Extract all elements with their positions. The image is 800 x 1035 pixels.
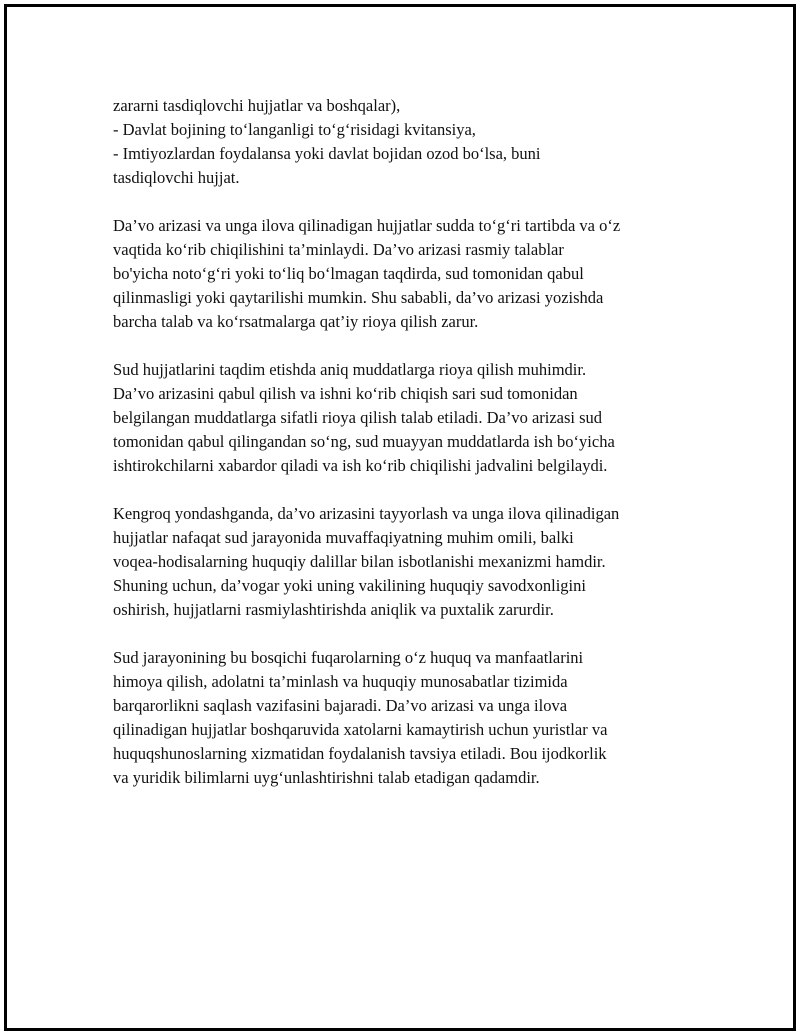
- text-line: Kengroq yondashganda, da’vo arizasini tayyorlash va unga ilova qilinadigan: [113, 504, 620, 523]
- document-body: [113, 94, 713, 814]
- text-line: oshirish, hujjatlarni rasmiylashtirishda aniqlik va puxtalik zarurdir.: [113, 600, 554, 619]
- text-line: voqea-hodisalarning huquqiy dalillar bilan isbotlanishi mexanizmi hamdir.: [113, 552, 606, 571]
- text-line: qilinmasligi yoki qaytarilishi mumkin. Shu sababli, da’vo arizasi yozishda: [113, 288, 604, 307]
- text-line: ishtirokchilarni xabardor qiladi va ish ko‘rib chiqilishi jadvalini belgilaydi.: [113, 456, 608, 475]
- text-line: qilinadigan hujjatlar boshqaruvida xatolarni kamaytirish uchun yuristlar va: [113, 720, 608, 739]
- text-line: Da’vo arizasi va unga ilova qilinadigan hujjatlar sudda to‘g‘ri tartibda va o‘z: [113, 216, 621, 235]
- paragraph-1: [113, 94, 713, 190]
- text-line: tasdiqlovchi hujjat.: [113, 168, 240, 187]
- text-line: tomonidan qabul qilingandan so‘ng, sud muayyan muddatlarda ish bo‘yicha: [113, 432, 615, 451]
- text-line: barcha talab va ko‘rsatmalarga qat’iy rioya qilish zarur.: [113, 312, 479, 331]
- text-line: - Davlat bojining to‘langanligi to‘g‘risidagi kvitansiya,: [113, 120, 476, 139]
- text-line: zararni tasdiqlovchi hujjatlar va boshqalar),: [113, 96, 401, 115]
- text-line: himoya qilish, adolatni ta’minlash va huquqiy munosabatlar tizimida: [113, 672, 568, 691]
- text-line: barqarorlikni saqlash vazifasini bajaradi. Da’vo arizasi va unga ilova: [113, 696, 568, 715]
- text-line: - Imtiyozlardan foydalansa yoki davlat bojidan ozod bo‘lsa, buni: [113, 144, 541, 163]
- text-line: hujjatlar nafaqat sud jarayonida muvaffaqiyatning muhim omili, balki: [113, 528, 574, 547]
- text-line: huquqshunoslarning xizmatidan foydalanish tavsiya etiladi. Bou ijodkorlik: [113, 744, 607, 763]
- text-line: va yuridik bilimlarni uyg‘unlashtirishni talab etadigan qadamdir.: [113, 768, 540, 787]
- text-line: belgilangan muddatlarga sifatli rioya qilish talab etiladi. Da’vo arizasi sud: [113, 408, 603, 427]
- text-line: Da’vo arizasini qabul qilish va ishni ko‘rib chiqish sari sud tomonidan: [113, 384, 578, 403]
- paragraph-3: [113, 358, 713, 478]
- paragraph-2: [113, 214, 713, 334]
- text-line: Sud jarayonining bu bosqichi fuqarolarning o‘z huquq va manfaatlarini: [113, 648, 584, 667]
- paragraph-5: [113, 646, 713, 790]
- text-line: Shuning uchun, da’vogar yoki uning vakilining huquqiy savodxonligini: [113, 576, 586, 595]
- paragraph-4: [113, 502, 713, 622]
- text-line: bo'yicha noto‘g‘ri yoki to‘liq bo‘lmagan taqdirda, sud tomonidan qabul: [113, 264, 584, 283]
- text-line: vaqtida ko‘rib chiqilishini ta’minlaydi. Da’vo arizasi rasmiy talablar: [113, 240, 564, 259]
- text-line: Sud hujjatlarini taqdim etishda aniq muddatlarga rioya qilish muhimdir.: [113, 360, 587, 379]
